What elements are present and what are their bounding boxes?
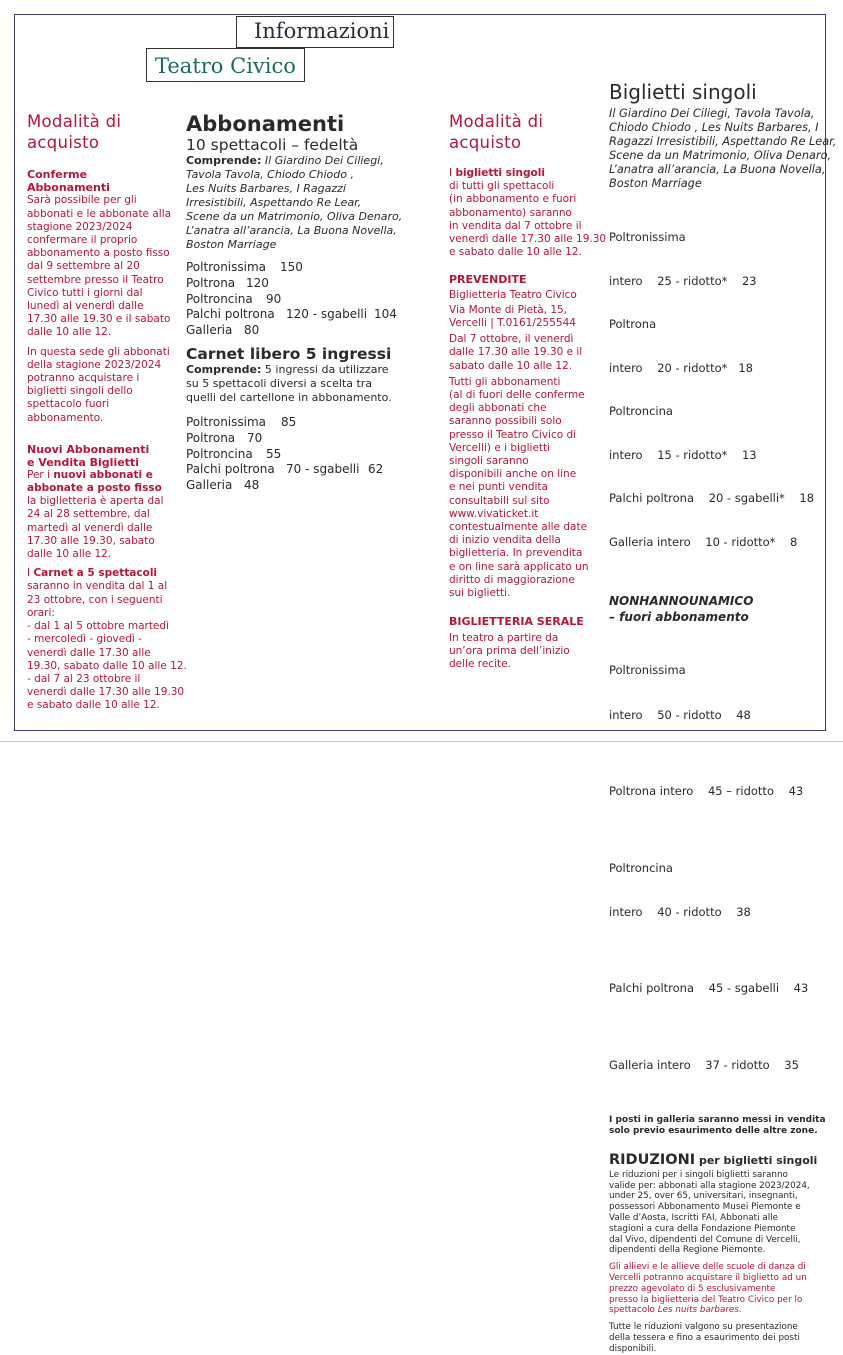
text-line: valide per: abbonati alla stagione 2023/2024, xyxy=(609,1180,810,1191)
carnet-title: Carnet libero 5 ingressi xyxy=(186,344,392,363)
title-line: NONHANNOUNAMICO xyxy=(609,594,754,608)
abbonamenti-title: Abbonamenti xyxy=(186,112,345,136)
text-line: Vercelli) e i biglietti xyxy=(449,441,551,454)
price-row xyxy=(186,276,416,292)
carnet-price-list xyxy=(186,415,416,494)
price-value: 150 xyxy=(280,260,303,274)
dal7-text xyxy=(449,333,599,373)
text-span: la biglietteria è aperta dal 24 al 28 settembre, dal martedì al venerdì dalle 17.30 alle 19.30, sabato dalle 10 alle 12. xyxy=(27,495,164,561)
price-row xyxy=(186,415,416,431)
teatro-civico-tab: Teatro Civico xyxy=(146,48,305,82)
text-line: delle recite. xyxy=(449,657,511,670)
price-label: Poltronissima xyxy=(186,414,267,429)
text-line: diritto di maggiorazione xyxy=(449,573,575,586)
nonhanno-price-list xyxy=(609,634,821,1102)
text-span: saranno in vendita dal 1 al 23 ottobre, con i seguenti orari: xyxy=(27,580,168,619)
column-vendita xyxy=(449,111,607,671)
text-line: e nei punti vendita xyxy=(449,481,548,494)
title-span: per biglietti singoli xyxy=(695,1153,818,1167)
price-value: 90 xyxy=(266,291,282,306)
text-line: Tutti gli abbonamenti xyxy=(449,375,561,388)
price-value: 70 xyxy=(247,430,263,445)
price-line: Poltronissima xyxy=(609,663,686,678)
price-label: Galleria xyxy=(186,478,233,493)
text-line: Via Monte di Pietà, 15, xyxy=(449,303,568,316)
price-label: Poltronissima xyxy=(186,260,267,274)
text-line: Biglietteria Teatro Civico xyxy=(449,288,577,301)
text-line: Le riduzioni per i singoli biglietti saranno xyxy=(609,1169,788,1180)
title-line: – fuori abbonamento xyxy=(609,609,749,624)
price-line: Poltrona intero 45 – ridotto 43 xyxy=(609,784,804,799)
text-line: singoli saranno xyxy=(449,455,529,468)
nuovi-heading xyxy=(27,443,172,469)
price-line: Palchi poltrona 20 - sgabelli* 18 xyxy=(609,491,815,505)
text-line: sui biglietti. xyxy=(449,587,511,600)
conferme-heading: Conferme Abbonamenti xyxy=(27,168,110,195)
price-row xyxy=(186,323,416,339)
sede-text: In questa sede gli abbonati della stagione 2023/2024 potranno acquistare i biglietti singoli dello spettacolo fuori abbonamento. xyxy=(27,345,170,424)
text-line: di inizio vendita della xyxy=(449,534,561,547)
price-value: 80 xyxy=(244,323,260,338)
price-row xyxy=(186,260,416,276)
show-line: Scene da un Matrimonio, Oliva Denaro, xyxy=(609,149,832,162)
price-row xyxy=(186,478,416,494)
comprende-label: Comprende: xyxy=(186,154,262,167)
text-span-bold: Carnet a 5 spettacoli xyxy=(33,567,158,580)
title-line: Modalità di xyxy=(449,112,544,131)
show-line: Chiodo Chiodo , Les Nuits Barbares, I xyxy=(609,121,819,134)
text-line: biglietteria. In prevendita xyxy=(449,547,583,560)
text-span: I xyxy=(27,567,34,580)
price-row xyxy=(186,447,416,463)
text-line: presso la biglietteria del Teatro Civico per lo xyxy=(609,1294,803,1305)
text-line: degli abbonati che xyxy=(449,402,547,415)
price-row xyxy=(186,307,416,323)
text-line: Valle d’Aosta, Iscritti FAI, Abbonati alle xyxy=(609,1212,779,1223)
text-line: Tutte le riduzioni valgono su presentazione xyxy=(609,1322,798,1333)
text-span: Per i xyxy=(27,468,54,481)
text-line: Vercelli potranno acquistare il biglietto ad un xyxy=(609,1272,807,1283)
text-line: disponibili anche on line xyxy=(449,468,577,481)
orari-line: venerdì dalle 17.30 alle xyxy=(27,646,151,659)
text-line: Gli allievi e le allieve delle scuole di danza di xyxy=(609,1262,806,1273)
text-span-bold: biglietti singoli xyxy=(455,167,545,179)
text-line: abbonamento) saranno xyxy=(449,206,572,219)
text-line: della tessera e fino a esaurimento dei posti xyxy=(609,1332,800,1343)
biglietti-price-list xyxy=(609,201,821,578)
carnet-text xyxy=(27,567,172,620)
text-line: dal Vivo, dipendenti del Comune di Vercelli, xyxy=(609,1234,801,1245)
text-line: e on line sarà applicato un xyxy=(449,560,589,573)
show-line: Ragazzi Irresistibili, Aspettando Re Lear, xyxy=(609,135,837,148)
tutti-abbonamenti-text xyxy=(449,376,599,600)
allievi-text xyxy=(609,1262,821,1316)
price-line: Poltroncina xyxy=(609,860,673,875)
price-label: Palchi poltrona xyxy=(186,307,275,322)
text-span-italic: Les nuits barbares. xyxy=(657,1305,742,1316)
price-line: Palchi poltrona 45 - sgabelli 43 xyxy=(609,981,809,996)
price-line: intero 40 - ridotto 38 xyxy=(609,904,751,919)
show-line: Les Nuits Barbares, I Ragazzi xyxy=(186,182,346,195)
heading-line: e Vendita Biglietti xyxy=(27,455,139,469)
price-line: Galleria intero 37 - ridotto 35 xyxy=(609,1057,799,1072)
title-line: acquisto xyxy=(27,133,100,152)
orari-line: 19.30, sabato dalle 10 alle 12. xyxy=(27,659,187,672)
price-line: intero 15 - ridotto* 13 xyxy=(609,447,757,462)
serale-heading: BIGLIETTERIA SERALE xyxy=(449,615,584,629)
text-line: 5 ingressi da utilizzare xyxy=(261,362,389,376)
prevendite-heading: PREVENDITE xyxy=(449,273,527,287)
abbonamenti-price-list xyxy=(186,260,416,339)
riduzioni-title xyxy=(609,1152,821,1169)
text-span: I xyxy=(449,167,456,179)
column-biglietti-singoli xyxy=(609,80,837,1355)
orari-line: - dal 7 al 23 ottobre il xyxy=(27,672,141,685)
price-line: intero 20 - ridotto* 18 xyxy=(609,360,753,375)
price-value: 70 - sgabelli xyxy=(286,462,360,477)
text-line: presso il Teatro Civico di xyxy=(449,428,577,441)
price-label: Poltrona xyxy=(186,430,236,445)
price-value: 62 xyxy=(368,462,384,477)
heading-line: Nuovi Abbonamenti xyxy=(27,442,150,456)
text-line: (in abbonamento e fuori xyxy=(449,193,577,206)
show-line: Boston Marriage xyxy=(186,238,277,251)
text-line: prezzo agevolato di 5 esclusivamente xyxy=(609,1283,776,1294)
price-line: intero 50 - ridotto 48 xyxy=(609,707,751,722)
text-line: In teatro a partire da xyxy=(449,631,559,644)
price-row xyxy=(186,292,416,308)
price-row xyxy=(186,431,416,447)
price-line: Poltroncina xyxy=(609,404,673,418)
text-line: e sabato dalle 10 alle 12. xyxy=(449,246,582,259)
text-line: di tutti gli spettacoli xyxy=(449,180,555,193)
price-row xyxy=(186,462,416,478)
price-value: 55 xyxy=(266,446,282,461)
text-line: venerdì dalle 17.30 alle 19.30 xyxy=(449,233,607,246)
title-line: Modalità di xyxy=(27,112,122,131)
vivaticket-link[interactable]: www.vivaticket.it xyxy=(449,507,539,520)
text-line: saranno possibili solo xyxy=(449,415,562,428)
price-line: intero 25 - ridotto* 23 xyxy=(609,273,757,288)
orari-line: venerdì dalle 17.30 alle 19.30 xyxy=(27,686,185,699)
biglietti-shows xyxy=(609,107,837,191)
price-value: 85 xyxy=(281,414,297,429)
comprende-label: Comprende: xyxy=(186,362,262,376)
text-line: disponibili. xyxy=(609,1343,657,1354)
title-line: acquisto xyxy=(449,133,522,152)
nonhanno-title xyxy=(609,594,821,625)
orari-line: e sabato dalle 10 alle 12. xyxy=(27,699,160,712)
show-line: Tavola Tavola, Chiodo Chiodo , xyxy=(186,168,354,181)
column-abbonamenti xyxy=(186,112,416,494)
title-span: RIDUZIONI xyxy=(609,1151,696,1168)
text-line: dalle 17.30 alle 19.30 e il xyxy=(449,346,583,359)
price-label: Galleria xyxy=(186,323,233,338)
text-line: Vercelli | T.0161/255544 xyxy=(449,317,576,330)
text-span-bold: nuovi abbonati e abbonate a posto fisso xyxy=(27,468,162,495)
text-line: under 25, over 65, universitari, insegnanti, xyxy=(609,1191,798,1202)
price-line: Poltronissima xyxy=(609,230,686,244)
show-line: Irresistibili, Aspettando Re Lear, xyxy=(186,196,362,209)
text-line: consultabili sul sito xyxy=(449,494,550,507)
text-line: su 5 spettacoli diversi a scelta tra xyxy=(186,376,373,390)
orari-line: - mercoledì - giovedì - xyxy=(27,633,142,646)
price-value: 48 xyxy=(244,478,260,493)
section-title xyxy=(449,111,599,153)
riduzioni-text xyxy=(609,1170,821,1256)
abbonamenti-subtitle: 10 spettacoli – fedeltà xyxy=(186,136,359,154)
price-line: Galleria intero 10 - ridotto* 8 xyxy=(609,534,798,549)
show-line: L’anatra all’arancia, La Buona Novella, xyxy=(186,224,397,237)
orari-line: - dal 1 al 5 ottobre martedì xyxy=(27,620,169,633)
nuovi-text xyxy=(27,469,172,561)
price-label: Poltroncina xyxy=(186,446,253,461)
abbonamenti-comprende xyxy=(186,154,416,252)
show-line: Boston Marriage xyxy=(609,177,702,190)
price-value: 104 xyxy=(374,307,397,322)
price-value: 120 xyxy=(246,275,269,290)
show-line: Il Giardino Dei Ciliegi, Tavola Tavola, xyxy=(609,107,815,120)
text-line: dipendenti della Regione Piemonte. xyxy=(609,1245,766,1256)
text-line: Dal 7 ottobre, il venerdì xyxy=(449,333,574,346)
note-line: I posti in galleria saranno messi in vendita xyxy=(609,1114,826,1125)
prevendite-address xyxy=(449,289,599,331)
text-line: contestualmente alle date xyxy=(449,521,588,534)
price-value: 120 - sgabelli xyxy=(286,307,368,322)
biglietti-singoli-title: Biglietti singoli xyxy=(609,80,757,104)
column-modalita-acquisto xyxy=(27,111,187,713)
tutte-riduzioni-text xyxy=(609,1322,821,1354)
show-line: Il Giardino Dei Ciliegi, xyxy=(261,154,384,167)
section-title xyxy=(27,111,172,153)
text-line: in vendita dal 7 ottobre il xyxy=(449,219,582,232)
show-line: L’anatra all’arancia, La Buona Novella, xyxy=(609,163,826,176)
text-line: sabato dalle 10 alle 12. xyxy=(449,359,573,372)
biglietti-singoli-text xyxy=(449,167,607,259)
note-line: solo previo esaurimento delle altre zone. xyxy=(609,1125,818,1136)
text-line: possessori Abbonamento Musei Piemonte e xyxy=(609,1202,801,1213)
price-line: Poltrona xyxy=(609,317,657,331)
serale-text xyxy=(449,632,599,672)
price-label: Poltroncina xyxy=(186,291,253,306)
carnet-comprende xyxy=(186,363,416,405)
text-span: spettacolo xyxy=(609,1305,658,1316)
conferme-text: Sarà possibile per gli abbonati e le abbonate alla stagione 2023/2024 confermare il proprio abbonamento a posto fisso dal 9 settembre al 20 settembre presso il Teatro Civico tutti i giorni dal lunedì al venerdì dalle 17.30 alle 19.30 e il sabato dalle 10 alle 12. xyxy=(27,194,172,339)
orari-list xyxy=(27,620,187,712)
show-line: Scene da un Matrimonio, Oliva Denaro, xyxy=(186,210,403,223)
price-label: Poltrona xyxy=(186,275,236,290)
text-line: un’ora prima dell’inizio xyxy=(449,644,570,657)
galleria-note xyxy=(609,1114,826,1137)
text-line: (al di fuori delle conferme xyxy=(449,389,585,402)
informazioni-tab: Informazioni xyxy=(236,16,394,48)
text-line: quelli del cartellone in abbonamento. xyxy=(186,390,392,404)
text-line: stagioni a cura della Fondazione Piemonte xyxy=(609,1223,796,1234)
price-label: Palchi poltrona xyxy=(186,462,275,477)
